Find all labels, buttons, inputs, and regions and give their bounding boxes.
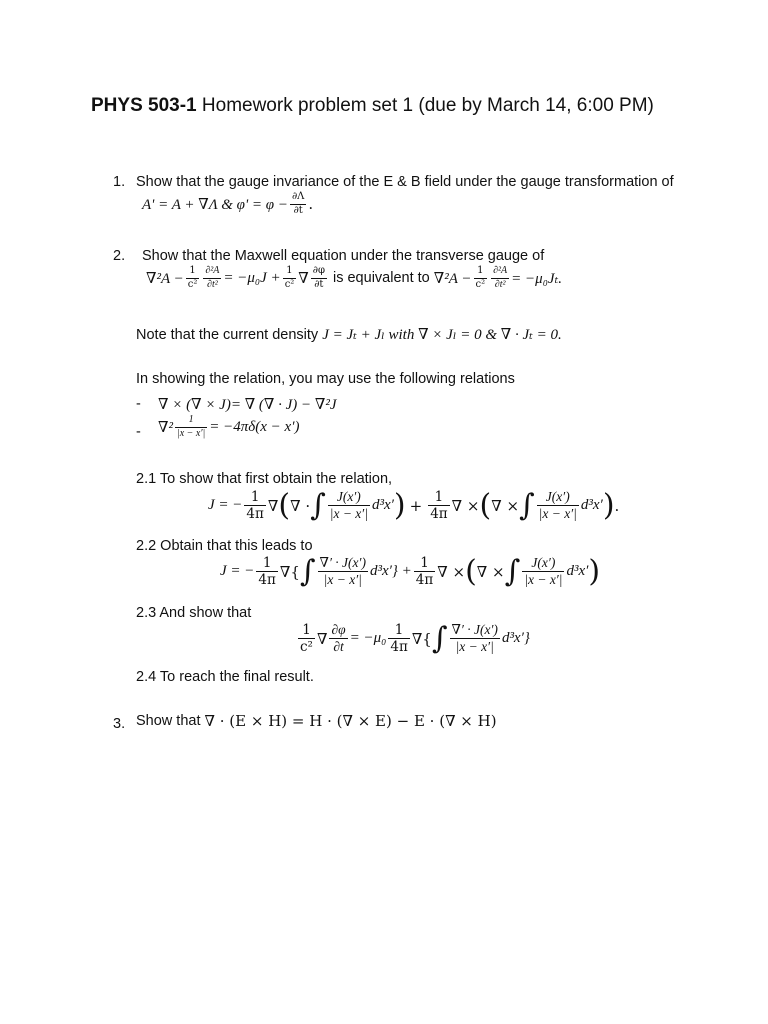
step-2-1-equation: J = − $\frac{1}{4\pi}$ ∇ ( ∇ · ∫ $\frac{J(x')}{|x - x'|}$ d³x′ ) + $\frac{1}{4\pi}$ ∇ × ( ∇ × ∫ $\frac{J(x')}{|x - x'|}$ d³x′ ) . xyxy=(208,487,620,523)
step-2-2-text: 2.2 Obtain that this leads to xyxy=(136,538,313,554)
problem-1-text: Show that the gauge invariance of the E & B field under the gauge transformation of xyxy=(136,174,674,190)
step-2-4-text: 2.4 To reach the final result. xyxy=(136,669,314,685)
step-2-3-text: 2.3 And show that xyxy=(136,605,252,621)
relation-1: ∇ × (∇ × J)= ∇ (∇ · J) − ∇²J xyxy=(158,397,337,413)
step-2-1-text: 2.1 To show that first obtain the relation, xyxy=(136,471,393,487)
problem-3 xyxy=(136,712,497,730)
page-title xyxy=(91,95,654,117)
course-code: PHYS 503-1 xyxy=(91,95,197,116)
problem-3-number: 3. xyxy=(113,716,126,732)
problem-1-number: 1. xyxy=(113,174,126,190)
problem-2-equation: ∇²A − $\frac{1}{\text{c²}}$ $\frac{\text{∂²A}}{\text{∂t²}}$ = −μ₀J + $\frac{1}{\text{c²}}$ ∇ $\frac{\partial\varphi}{\partial t}$ is equivalent to ∇²A − $\frac{1}{\text{c²}}$ $\frac{\text{∂²A}}{\text{∂t²}}$ = −μ₀Jₜ. xyxy=(146,265,563,290)
step-2-2-equation: J = − $\frac{1}{4\pi}$ ∇{ ∫ $\frac{\nabla' \cdot J(x')}{|x - x'|}$ d³x′} + $\frac{1}{4\pi}$ ∇ × ( ∇ × ∫ $\frac{J(x')}{|x - x'|}$ d³x′ ) xyxy=(220,553,601,589)
problem-2-text: Show that the Maxwell equation under the transverse gauge of xyxy=(142,248,545,264)
fraction: $\frac{\partial\Lambda}{\partial t}$ xyxy=(291,191,305,216)
relation-1-bullet: - xyxy=(136,396,141,412)
problem-2-number: 2. xyxy=(113,248,126,264)
step-2-3-equation: $\frac{1}{\text{c²}}$ ∇ $\frac{\partial\varphi}{\partial t}$ = −μ₀ $\frac{1}{4\pi}$ ∇{ ∫ $\frac{\nabla' \cdot J(x')}{|x - x'|}$ d³x′} xyxy=(300,620,530,656)
current-density-note: Note that the current density J = Jₜ + Jₗ with ∇ × Jₗ = 0 & ∇ · Jₜ = 0. xyxy=(136,326,562,343)
problem-1-equation: A' = A + ∇Λ & φ' = φ − $\frac{\partial\Lambda}{\partial t}$ . xyxy=(142,191,314,216)
relation-2-bullet: - xyxy=(136,424,141,440)
relations-intro: In showing the relation, you may use the following relations xyxy=(136,371,515,387)
problem-3-text: Show that xyxy=(136,713,205,729)
title-text: Homework problem set 1 (due by March 14, 6:00 PM) xyxy=(196,95,654,116)
problem-3-equation: ∇ · (E × H) = H · (∇ × E) − E · (∇ × H) xyxy=(204,712,497,730)
relation-2: ∇² $\frac{1}{|x - x'|}$ = −4πδ(x − x′) xyxy=(158,414,300,439)
